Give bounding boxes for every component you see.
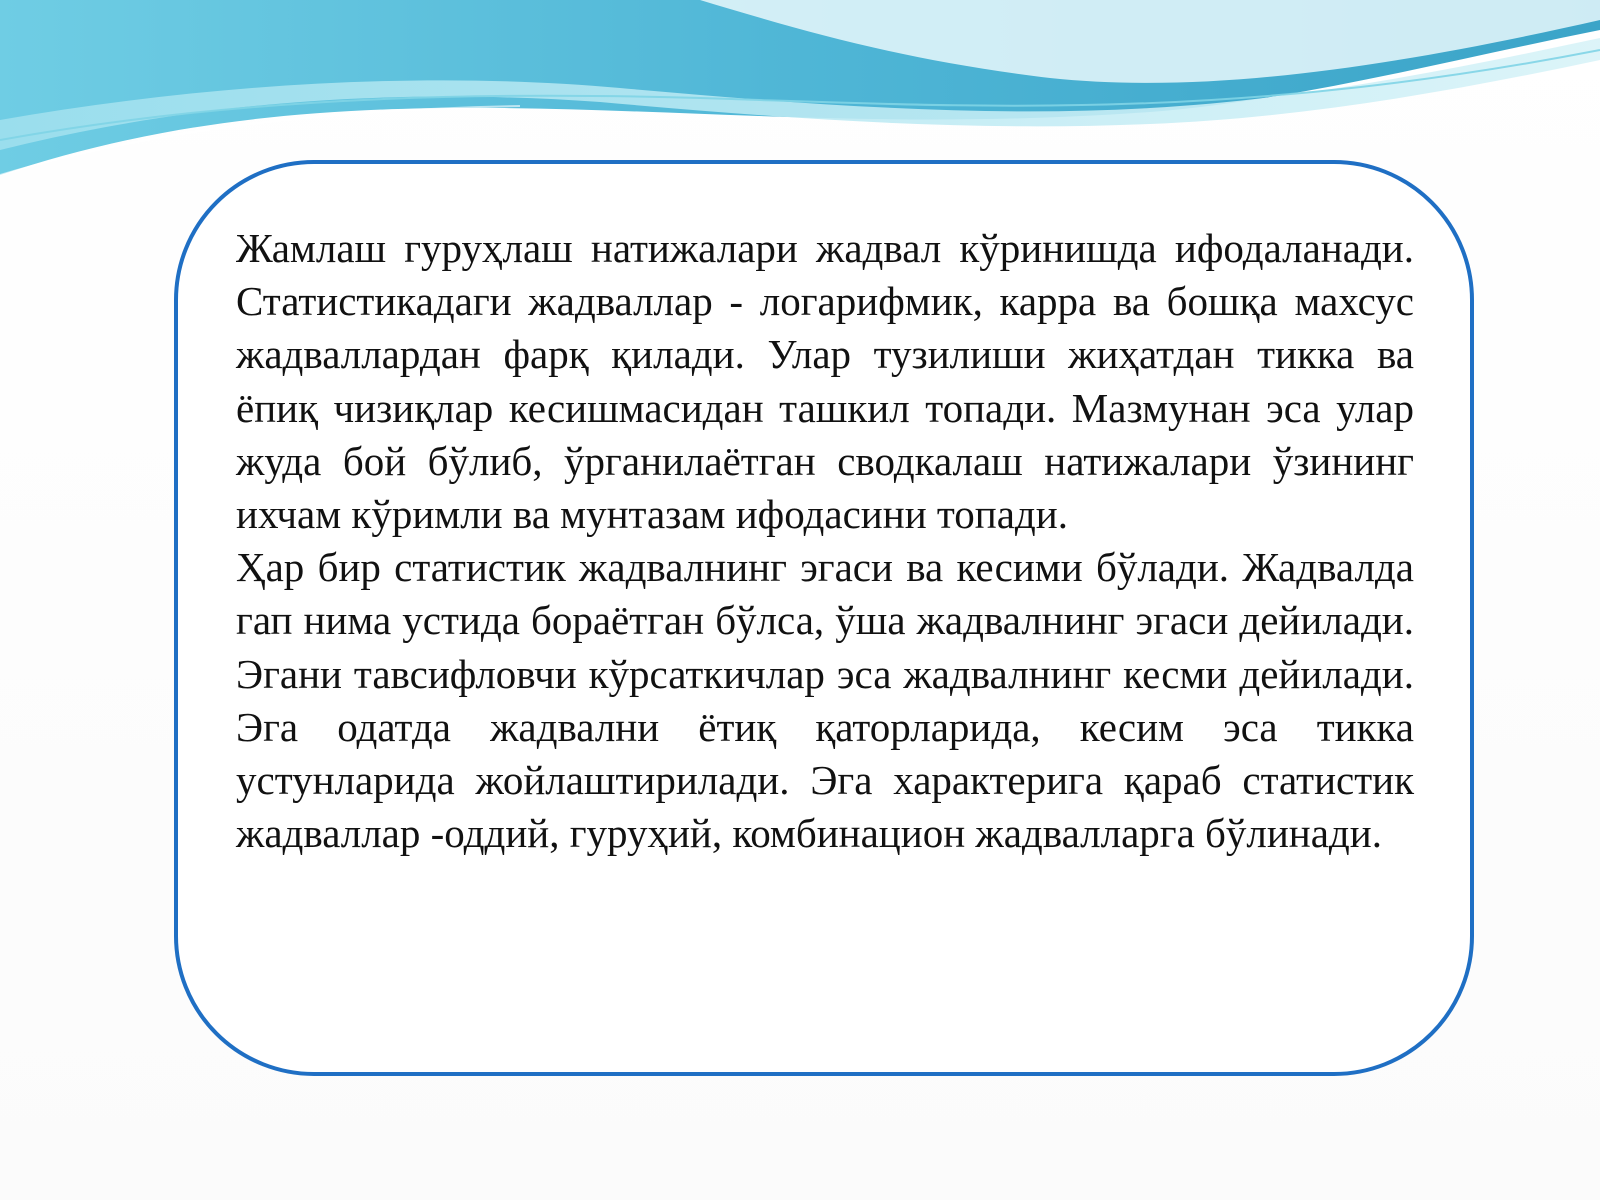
slide-body-text	[236, 222, 1414, 860]
paragraph-1: Жамлаш гуруҳлаш натижалари жадвал кўринишда ифодаланади. Статистикадаги жадваллар - логарифмик, карра ва бошқа махсус жадваллардан фарқ қилади. Улар тузилиши жиҳатдан тикка ва ёпиқ чизиқлар кесишмасидан ташкил топади. Мазмунан эса улар жуда бой бўлиб, ўрганилаётган сводкалаш натижалари ўзининг ихчам кўримли ва мунтазам ифодасини топади.	[236, 225, 1414, 538]
paragraph-2: Ҳар бир статистик жадвалнинг эгаси ва кесими бўлади. Жадвалда гап нима устида бораётган бўлса, ўша жадвалнинг эгаси дейилади. Эгани тавсифловчи кўрсаткичлар эса жадвалнинг кесми дейилади. Эга одатда жадвални ётиқ қаторларида, кесим эса тикка устунларида жойлаштирилади. Эга характерига қараб статистик жадваллар -оддий, гуруҳий, комбинацион жадвалларга бўлинади.	[236, 544, 1414, 857]
